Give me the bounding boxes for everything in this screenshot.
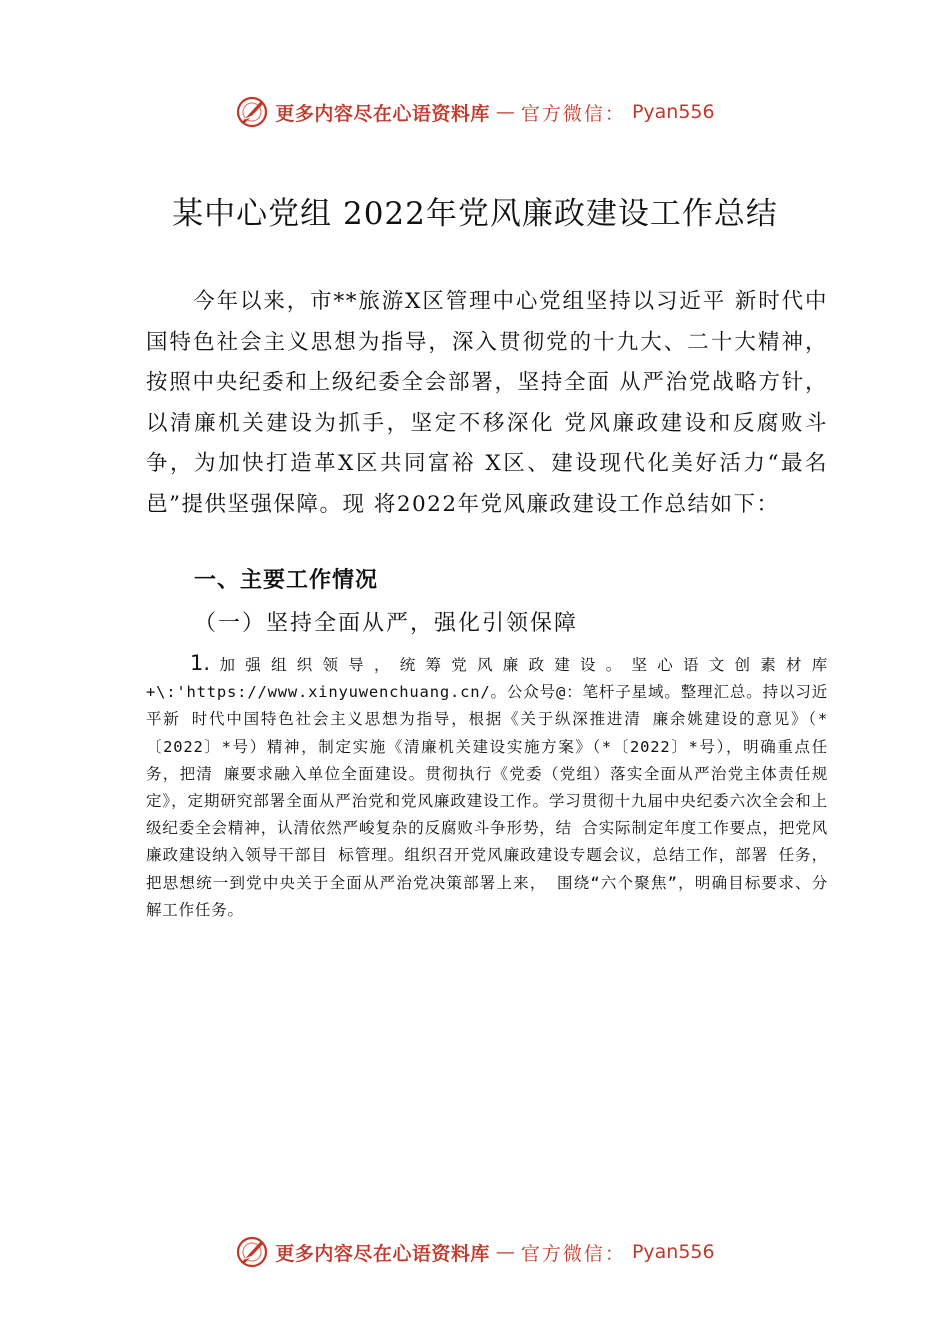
watermark-official: 官方微信： (520, 102, 626, 125)
watermark-banner-top (0, 92, 950, 132)
item-text: 加强组织领导，统筹党风廉政建设。坚心语文创素材库+\:'https://www.xinyuwenchuang.cn/。公众号@：笔杆子星域。整理汇总。持以习近平新 时代中国特色社会主义思想为指导，根据《关于纵深推进清 廉余姚建设的意见》（*〔2022〕*号）精神，制定实施《清廉机关建设实施方案》（*〔2022〕*号），明确重点任务，把清 廉要求融入单位全面建设。贯彻执行《党委（党组）落实全面从严治党主体责任规定》，定期研究部署全面从严治党和党风廉政建设工作。学习贯彻十九届中央纪委六次全会和上级纪委全会精神，认清依然严峻复杂的反腐败斗争形势，结 合实际制定年度工作要点，把党风廉政建设纳入领导干部目 标管理。组织召开党风廉政建设专题会议，总结工作，部署 任务，把思想统一到党中央关于全面从严治党决策部署上来， 围绕“六个聚焦”，明确目标要求、分解工作任务。 (146, 656, 828, 919)
item-paragraph (146, 650, 828, 924)
watermark-official: 官方微信： (520, 1242, 626, 1265)
intro-paragraph: 今年以来，市**旅游Ⅹ区管理中心党组坚持以习近平 新时代中国特色社会主义思想为指导，深入贯彻党的十九大、二十大精神，按照中央纪委和上级纪委全会部署，坚持全面 从严治党战略方针，以清廉机关建设为抓手，坚定不移深化 党风廉政建设和反腐败斗争，为加快打造革Ⅹ区共同富裕 Ⅹ区、建设现代化美好活力“最名邑”提供坚强保障。现 将2022年党风廉政建设工作总结如下： (146, 289, 828, 517)
quill-seal-logo-icon (235, 95, 269, 129)
watermark-brand: 更多内容尽在心语资料库 (275, 102, 490, 125)
watermark-dash: — (495, 101, 515, 123)
watermark-dash: — (495, 1241, 515, 1263)
watermark-account: Pyan556 (631, 1241, 715, 1263)
document-title: 某中心党组 2022年党风廉政建设工作总结 (172, 196, 778, 232)
watermark-banner-bottom (0, 1232, 950, 1272)
watermark-account: Pyan556 (631, 101, 715, 123)
item-number: 1. (190, 651, 211, 675)
watermark-brand: 更多内容尽在心语资料库 (275, 1242, 490, 1265)
subsection-heading: （一）坚持全面从严，强化引领保障 (194, 611, 579, 636)
quill-seal-logo-icon (235, 1235, 269, 1269)
section-heading: 一、主要工作情况 (194, 568, 379, 593)
